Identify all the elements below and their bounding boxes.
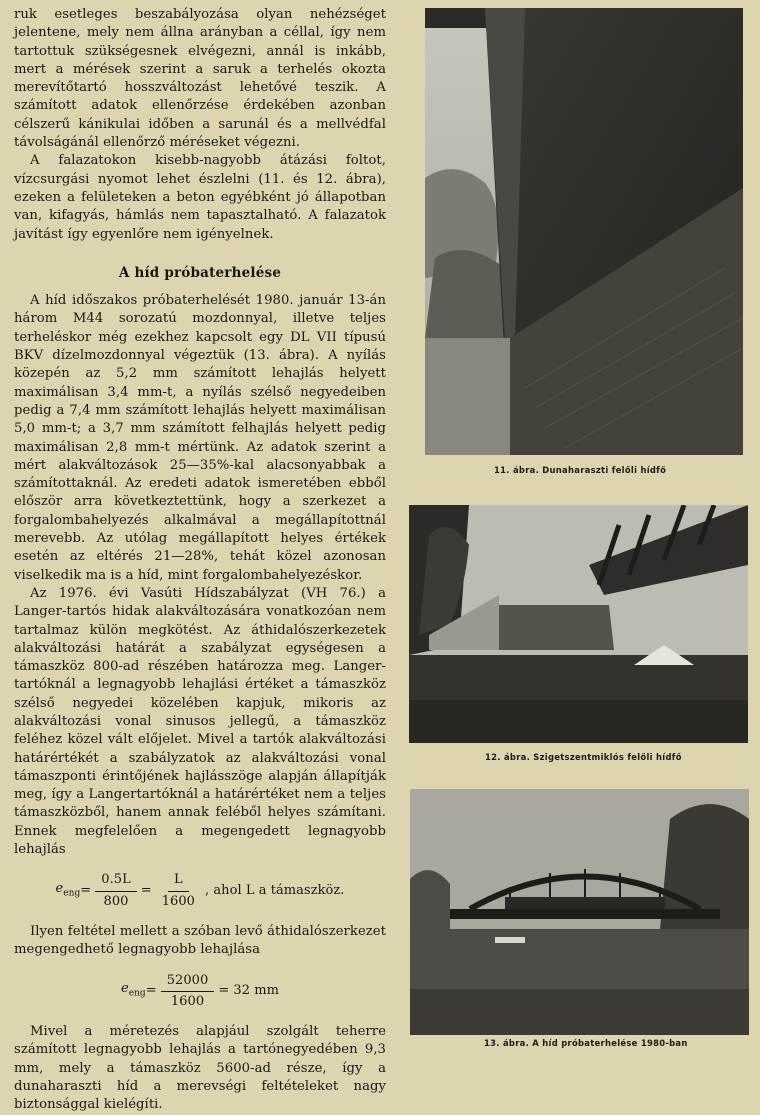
figure-12-photo (409, 505, 748, 743)
paragraph-2: A falazatokon kisebb-nagyobb átázási foltot, vízcsurgási nyomot lehet észlelni (11. és 12. ábra), ezeken a felületeken a beton egyébként jó állapotban van, kifagyás, hámlás nem tapasztalható. A falazatok javítást így egyenlőre nem igényelnek. (14, 153, 386, 242)
arch-bridge-photo-icon (410, 789, 749, 1035)
figure-11-caption: 11. ábra. Dunaharaszti felőli hídfő (494, 465, 667, 475)
paragraph-6: Mivel a méretezés alapjául szolgált teherre számított legnagyobb lehajlás a tartónegyedében 9,3 mm, mely a támaszköz 5600-ad része, így a dunaharaszti híd a merevségi feltételeket nagy biztonsággal kielégíti. (14, 1024, 386, 1113)
formula-note: , ahol L a támaszköz. (205, 883, 345, 898)
figure-12-caption: 12. ábra. Szigetszentmiklós felőli hídfő (485, 752, 682, 762)
article-text-column (14, 6, 386, 1115)
formula-allowed-deflection (14, 871, 386, 911)
formula2-variable: $e_{eng}$ (120, 980, 146, 999)
bridge-abutment-photo-icon (425, 8, 743, 455)
figure-13-photo (410, 789, 749, 1035)
truss-bridge-photo-icon (409, 505, 748, 743)
paragraph-4: Az 1976. évi Vasúti Hídszabályzat (VH 76.) a Langer-tartós hidak alakváltozására vonatkozóan nem tartalmaz külön megkötést. Az áthidalószerkezetek alakváltozási határát a szabályzat egységesen a támaszköz 800-ad részében határozza meg. Langer-tartóknál a legnagyobb lehajlási értéket a támaszköz szélső negyedei közelében kapjuk, mikoris az alakváltozási vonal sinusos jellegű, a támaszköz feléhez közel vált előjelet. Mivel a tartók alakváltozási határértékét a szabályzatok az alakváltozási vonal támaszponti érintőjének hajlásszöge alapján állapítják meg, így a Langertartóknál a határértéket nem a teljes támaszközből, hanem annak feléből helyes számítani. Ennek megfelelően a megengedett legnagyobb lehajlás (14, 585, 386, 858)
formula2-equals: = (145, 983, 157, 999)
figure-11-photo (425, 8, 743, 455)
paragraph-3: A híd időszakos próbaterhelését 1980. január 13-án három M44 sorozatú mozdonnyal, illetve teljes terheléskor még ezekhez kapcsolt egy DL VII típusú BKV dízelmozdonnyal végeztük (13. ábra). A nyílás közepén az 5,2 mm számított lehajlás helyett maximálisan 3,4 mm-t, a nyílás szélső negyedeiben pedig a 7,4 mm számított lehajlás helyett maximálisan 5,0 mm-t; a 3,7 mm számított felhajlás helyett pedig maximálisan 2,8 mm-t mértünk. Az adatok szerint a mért alakváltozások 25—35%-kal alacsonyabbak a számítottaknál. Az eredeti adatok ismeretében ebből először arra következtettünk, hogy a szerkezet a forgalombahelyezés alkalmával a megállapítottnál merevebb. Az utólag megállapított helyes értékek esetén az eltérés 21—28%, tehát közel azonosan viselkedik ma is a híd, mint forgalombahelyezéskor. (14, 293, 386, 583)
paragraph-1: ruk esetleges beszabályozása olyan nehézséget jelentene, mely nem állna arányban a céllal, így nem tartottuk szükségesnek elvégezni, annál is inkább, mert a mérések szerint a saruk a terhelés okozta merevítőtartó hosszváltozást lehetővé teszik. A számított adatok ellenőrzése érdekében azonban célszerű kánikulai időben a sarunál és a mellvédfal távolságánál ellenőrző méréseket végezni. (14, 7, 386, 151)
formula2-fraction: $\frac{52000}{1600}$ (161, 972, 215, 1012)
formula-equals: = (80, 883, 92, 898)
formula-variable: $e_{eng}$ (55, 880, 81, 899)
formula2-result: = 32 mm (218, 983, 280, 999)
section-heading: A híd próbaterhelése (118, 264, 282, 281)
formula-computed-deflection (14, 972, 386, 1012)
paragraph-5: Ilyen feltétel mellett a szóban levő áthidalószerkezet megengedhető legnagyobb lehajlása (14, 923, 386, 958)
formula-fraction-1: $\frac{0.5L}{800}$ (95, 871, 137, 911)
formula-fraction-2: $\frac{L}{1600}$ (161, 872, 196, 909)
formula-equals-2: = (140, 883, 152, 898)
figure-13-caption: 13. ábra. A híd próbaterhelése 1980-ban (484, 1038, 688, 1048)
